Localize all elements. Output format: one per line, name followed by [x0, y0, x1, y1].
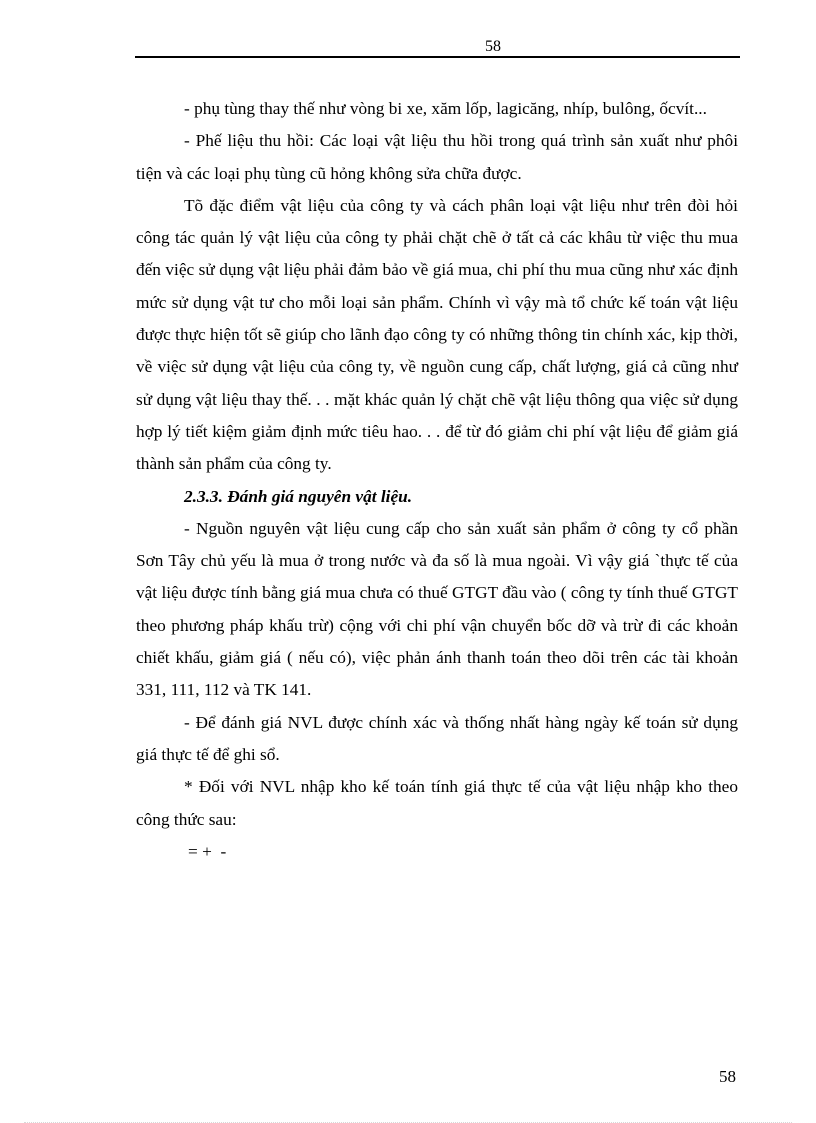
paragraph-material-management: Tõ đặc điểm vật liệu của công ty và cách phân loại vật liệu như trên đòi hỏi công tác quản lý vật liệu của công ty phải chặt chẽ ở tất cả các khâu từ việc thu mua đến việc sử dụng vật liệu phải đảm bảo về giá mua, chi phí thu mua cũng như xác định mức sử dụng vật tư cho mỗi loại sản phẩm. Chính vì vậy mà tổ chức kế toán vật liệu được thực hiện tốt sẽ giúp cho lãnh đạo công ty có những thông tin chính xác, kịp thời, về việc sử dụng vật liệu của công ty, về nguồn cung cấp, chất lượng, giá cả cũng như sử dụng vật liệu thay thế. . . mặt khác quản lý chặt chẽ vật liệu thông qua việc sử dụng hợp lý tiết kiệm giảm định mức tiêu hao. . . để từ đó giảm chi phí vật liệu để giảm giá thành sản phẩm của công ty.: [136, 195, 738, 474]
paragraph-import-formula-intro: * Đối với NVL nhập kho kế toán tính giá thực tế của vật liệu nhập kho theo công thức sau:: [136, 777, 738, 829]
document-body: [136, 93, 738, 868]
footer-page-number: 58: [719, 1067, 736, 1086]
paragraph-scrap-materials: - Phế liệu thu hồi: Các loại vật liệu thu hồi trong quá trình sản xuất như phôi tiện và các loại phụ tùng cũ hỏng không sửa chữa được.: [136, 131, 738, 183]
formula-line: = + -: [188, 841, 227, 861]
header-page-number: 58: [485, 38, 501, 55]
header-divider: [135, 56, 740, 58]
paragraph-valuation-method: - Để đánh giá NVL được chính xác và thống nhất hàng ngày kế toán sử dụng giá thực tế để ghi sổ.: [136, 712, 738, 764]
paragraph-spare-parts: - phụ tùng thay thế như vòng bi xe, xăm lốp, lagicăng, nhíp, bulông, ốcvít...: [184, 99, 707, 118]
section-heading: 2.3.3. Đánh giá nguyên vật liệu.: [184, 486, 413, 506]
paragraph-material-source: - Nguồn nguyên vật liệu cung cấp cho sản xuất sản phẩm ở công ty cổ phần Sơn Tây chủ yếu là mua ở trong nước và đa số là mua ngoài. Vì vậy giá `thực tế của vật liệu được tính bằng giá mua chưa có thuế GTGT đầu vào ( công ty tính thuế GTGT theo phương pháp khấu trừ) cộng với chi phí vận chuyển bốc dỡ và trừ đi các khoản chiết khấu, giảm giá ( nếu có), việc phản ánh thanh toán theo dõi trên các tài khoản 331, 111, 112 và TK 141.: [136, 518, 738, 700]
